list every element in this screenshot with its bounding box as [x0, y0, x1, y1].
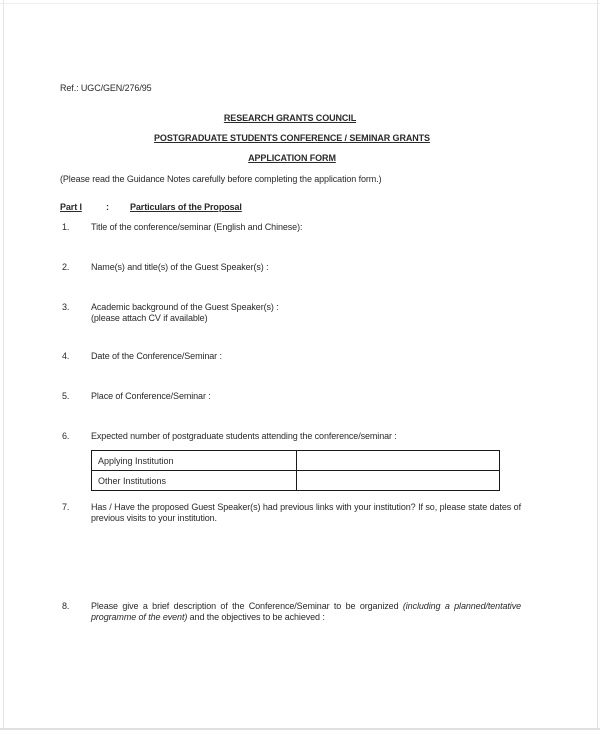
- item-2-text: Name(s) and title(s) of the Guest Speaker(s) :: [91, 262, 269, 272]
- item-4-text: Date of the Conference/Seminar :: [91, 351, 222, 361]
- other-institutions-input[interactable]: [297, 471, 500, 491]
- item-5-text: Place of Conference/Seminar :: [91, 391, 211, 401]
- item-7-number: 7.: [62, 502, 70, 512]
- attendance-table: [91, 450, 500, 491]
- table-row: [92, 471, 500, 491]
- item-8-text: [91, 601, 521, 623]
- item-8-text-italic: (including a planned/tentative programme of the event): [91, 601, 521, 622]
- item-6-text: Expected number of postgraduate students attending the conference/seminar :: [91, 431, 397, 441]
- part-separator: :: [106, 202, 109, 212]
- title-grants: POSTGRADUATE STUDENTS CONFERENCE / SEMINAR GRANTS: [154, 133, 430, 143]
- title-application-form: APPLICATION FORM: [248, 153, 336, 163]
- table-cell-label: Other Institutions: [92, 471, 297, 491]
- page-edge-right: [597, 0, 598, 730]
- item-2-number: 2.: [62, 262, 70, 272]
- item-4-number: 4.: [62, 351, 70, 361]
- reference-number: Ref.: UGC/GEN/276/95: [60, 83, 152, 93]
- item-3-subtext: (please attach CV if available): [91, 313, 208, 323]
- item-8-text-start: Please give a brief description of the Conference/Seminar to be organized: [91, 601, 403, 611]
- item-8-number: 8.: [62, 601, 70, 611]
- applying-institution-input[interactable]: [297, 451, 500, 471]
- page-edge-top: [0, 3, 600, 4]
- item-6-number: 6.: [62, 431, 70, 441]
- table-cell-label: Applying Institution: [92, 451, 297, 471]
- item-1-text: Title of the conference/seminar (English and Chinese):: [91, 222, 303, 232]
- item-5-number: 5.: [62, 391, 70, 401]
- item-1-number: 1.: [62, 222, 70, 232]
- title-council: RESEARCH GRANTS COUNCIL: [223, 113, 357, 123]
- page-edge-left: [3, 0, 4, 730]
- item-7-text: Has / Have the proposed Guest Speaker(s) had previous links with your institution? If so, please state dates of previous visits to your institution.: [91, 502, 521, 523]
- item-3-text: Academic background of the Guest Speaker(s) :: [91, 302, 279, 312]
- part-heading: Particulars of the Proposal: [130, 202, 242, 212]
- item-8-text-end: and the objectives to be achieved :: [187, 612, 325, 622]
- instructions: (Please read the Guidance Notes carefully before completing the application form.): [60, 174, 382, 184]
- item-3-number: 3.: [62, 302, 70, 312]
- part-label: Part I: [60, 202, 82, 212]
- table-row: [92, 451, 500, 471]
